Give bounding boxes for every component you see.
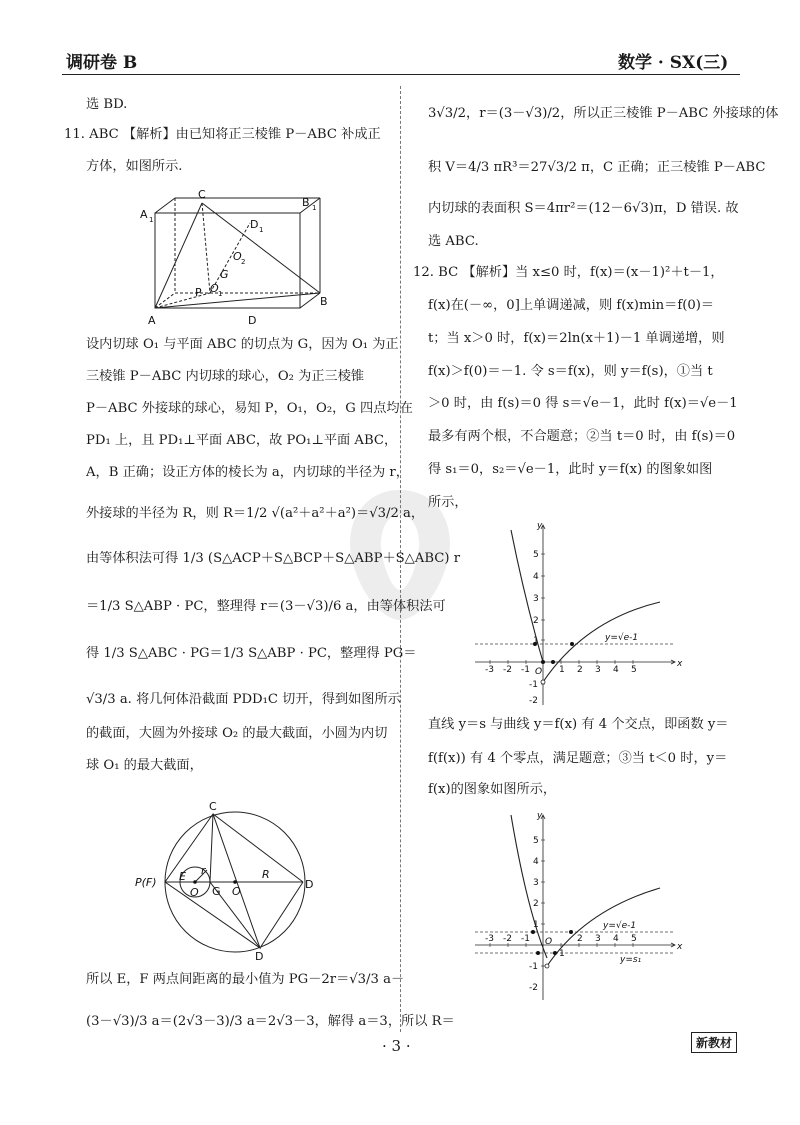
g2-x-label: x [677,942,683,952]
left-line-14: 的截面，大圆为外接球 O₂ 的最大截面，小圆为内切 [86,726,388,741]
left-line-6: P－ABC 外接球的球心，易知 P，O₁，O₂，G 四点均在 [86,401,413,416]
left-line-1: 选 BD. [86,97,128,112]
g1-xtick: 5 [631,665,637,675]
g1-x-label: x [677,659,683,669]
right-line-1: 3√3/2，r＝(3－√3)/2，所以正三棱锥 P－ABC 外接球的体 [428,106,779,121]
g2-xtick: -1 [521,934,530,944]
g2-ytick: 2 [533,899,539,909]
g1-y-label: y [537,521,543,531]
g1-line-label: y=√e-1 [605,633,639,643]
cube-figure [130,188,330,338]
circ-label-r: r [201,864,206,877]
g1-ytick: -2 [529,696,538,706]
g2-xtick: -2 [503,934,512,944]
right-line-2: 积 V＝4/3 πR³＝27√3/2 π，C 正确；正三棱锥 P－ABC [428,160,766,175]
g1-ytick: -1 [529,680,538,690]
cube-edge [155,198,175,213]
right-line-14: f(f(x)) 有 4 个零点，满足题意；③当 t＜0 时，y＝ [428,751,728,766]
g1-xtick: 2 [577,665,583,675]
left-line-16: 所以 E，F 两点间距离的最小值为 PG－2r＝√3/3 a－ [86,972,405,987]
g2-ytick: 4 [533,857,539,867]
g1-ytick: 4 [533,572,539,582]
g2-ytick: 1 [533,920,539,930]
right-line-5: 12. BC 【解析】当 x≤0 时，f(x)＝(x－1)²＋t－1， [413,265,724,280]
g2-ytick: -1 [529,962,538,972]
intersection-point [531,930,535,934]
open-point [541,680,545,684]
open-point [545,964,549,968]
label-a1-sub: 1 [149,216,154,224]
right-line-11: 得 s₁＝0，s₂＝√e－1，此时 y＝f(x) 的图象如图 [428,462,713,477]
g2-line-label-1: y=√e-1 [603,921,637,931]
g1-ytick: 5 [533,550,539,560]
g1-ytick: 1 [533,636,539,646]
circ-label-e: E [179,870,186,883]
g2-xtick: 1 [559,949,565,959]
header-left: 调研卷 B [66,53,138,73]
circ-label-g: G [212,885,221,898]
right-line-8: f(x)＞f(0)＝－1. 令 s＝f(x)，则 y＝f(s)，①当 t [428,364,713,379]
intersection-point [551,660,555,664]
segment-cd1 [213,814,303,882]
g2-line-label-2: y=s₁ [620,955,642,965]
left-line-12: 得 1/3 S△ABC · PG＝1/3 S△ABP · PC，整理得 PG＝ [86,646,417,661]
label-g: G [220,268,229,281]
g2-ytick: 5 [533,836,539,846]
intersection-point [570,642,574,646]
g2-ytick: 3 [533,878,539,888]
circ-label-pf: P(F) [135,876,157,889]
left-line-8: A，B 正确；设正方体的棱长为 a，内切球的半径为 r， [86,465,409,480]
circ-label-d1: D [305,878,314,891]
g1-ytick: 2 [533,616,539,626]
label-o1: O [210,282,219,295]
label-o1-sub: 1 [218,290,223,298]
g2-origin-label: O [545,937,553,947]
label-d: D [248,314,257,327]
right-line-6: f(x)在(－∞，0]上单调递减，则 f(x)min＝f(0)＝ [428,298,715,313]
circ-label-bigr: R [262,868,270,881]
g2-xtick: 3 [595,934,601,944]
header-right: 数学 · SX(三) [618,53,729,73]
left-line-9: 外接球的半径为 R，则 R＝1/2 √(a²＋a²＋a²)＝√3/2 a， [86,506,425,521]
right-line-10: 最多有两个根，不合题意；②当 t＝0 时，由 f(s)＝0 [428,429,736,444]
g2-y-label: y [537,811,543,821]
function-graph-2 [475,810,685,1005]
label-c: C [198,188,206,201]
header-rule [62,74,740,75]
label-b1-sub: 1 [312,204,317,212]
g1-xtick: 3 [595,665,601,675]
g2-ytick: -2 [529,983,538,993]
intersection-point [569,930,573,934]
left-line-5: 三棱锥 P－ABC 内切球的球心，O₂ 为正三棱锥 [86,369,365,384]
g1-xtick: -1 [521,665,530,675]
right-line-3: 内切球的表面积 S＝4πr²＝(12－6√3)π，D 错误. 故 [428,201,739,216]
pyramid-edge-ab [155,293,320,308]
g1-xtick: -3 [485,665,494,675]
circle-section-figure [135,800,335,960]
intersection-point [553,951,557,955]
cube-edge [300,293,320,308]
circ-label-o2: O [232,885,241,898]
label-d1: D [250,218,259,231]
center-o1 [193,880,197,884]
g1-origin-label: O [535,667,543,677]
left-line-2: 11. ABC 【解析】由已知将正三棱锥 P－ABC 补成正 [64,127,381,142]
left-line-4: 设内切球 O₁ 与平面 ABC 的切点为 G，因为 O₁ 为正 [86,337,399,352]
g2-xtick: -3 [485,934,494,944]
segment-cg [210,814,213,882]
intersection-point [541,660,545,664]
label-o2: O [233,250,242,263]
label-d1-sub: 1 [259,226,264,234]
right-line-12: 所示， [428,495,468,510]
g1-xtick: 1 [559,665,565,675]
right-line-13: 直线 y＝s 与曲线 y＝f(x) 有 4 个交点，即函数 y＝ [428,717,729,732]
right-line-4: 选 ABC. [428,234,479,249]
g2-xtick: 5 [631,934,637,944]
page-number: · 3 · [382,1037,411,1055]
right-line-9: ＞0 时，由 f(s)＝0 得 s＝√e－1，此时 f(x)＝√e－1 [428,396,738,411]
circ-label-d: D [255,950,264,960]
g1-xtick: 4 [613,665,619,675]
label-o2-sub: 2 [241,258,246,266]
left-line-7: PD₁ 上，且 PD₁⊥平面 ABC，故 PO₁⊥平面 ABC， [86,433,398,448]
left-line-11: ＝1/3 S△ABP · PC，整理得 r＝(3－√3)/6 a，由等体积法可 [86,599,446,614]
pyramid-edge-cp [202,203,210,293]
edition-badge: 新教材 [691,1032,737,1053]
circ-label-c: C [209,800,217,813]
right-line-7: t；当 x＞0 时，f(x)＝2ln(x＋1)－1 单调递增，则 [428,331,725,346]
left-line-17: (3－√3)/3 a＝(2√3－3)/3 a＝2√3－3，解得 a＝3，所以 R＝ [86,1014,455,1029]
label-a: A [148,314,156,327]
intersection-point [536,951,540,955]
g2-xtick: 4 [613,934,619,944]
left-line-3: 方体，如图所示. [86,159,183,174]
g1-ytick: 3 [533,594,539,604]
left-line-13: √3/3 a. 将几何体沿截面 PDD₁C 切开，得到如图所示 [86,692,401,707]
label-b1: B [302,196,310,209]
label-b: B [320,295,328,308]
g2-xtick: 2 [577,934,583,944]
center-o2 [233,880,237,884]
left-line-10: 由等体积法可得 1/3 (S△ACP＋S△BCP＋S△ABP＋S△ABC) r [86,551,460,566]
circ-label-o1: O [190,886,199,899]
right-line-15: f(x)的图象如图所示， [428,782,557,797]
g1-xtick: -2 [503,665,512,675]
function-graph-1 [475,520,685,710]
label-a1: A [140,208,148,221]
label-p: P [195,286,202,299]
left-line-15: 球 O₁ 的最大截面， [86,758,203,773]
